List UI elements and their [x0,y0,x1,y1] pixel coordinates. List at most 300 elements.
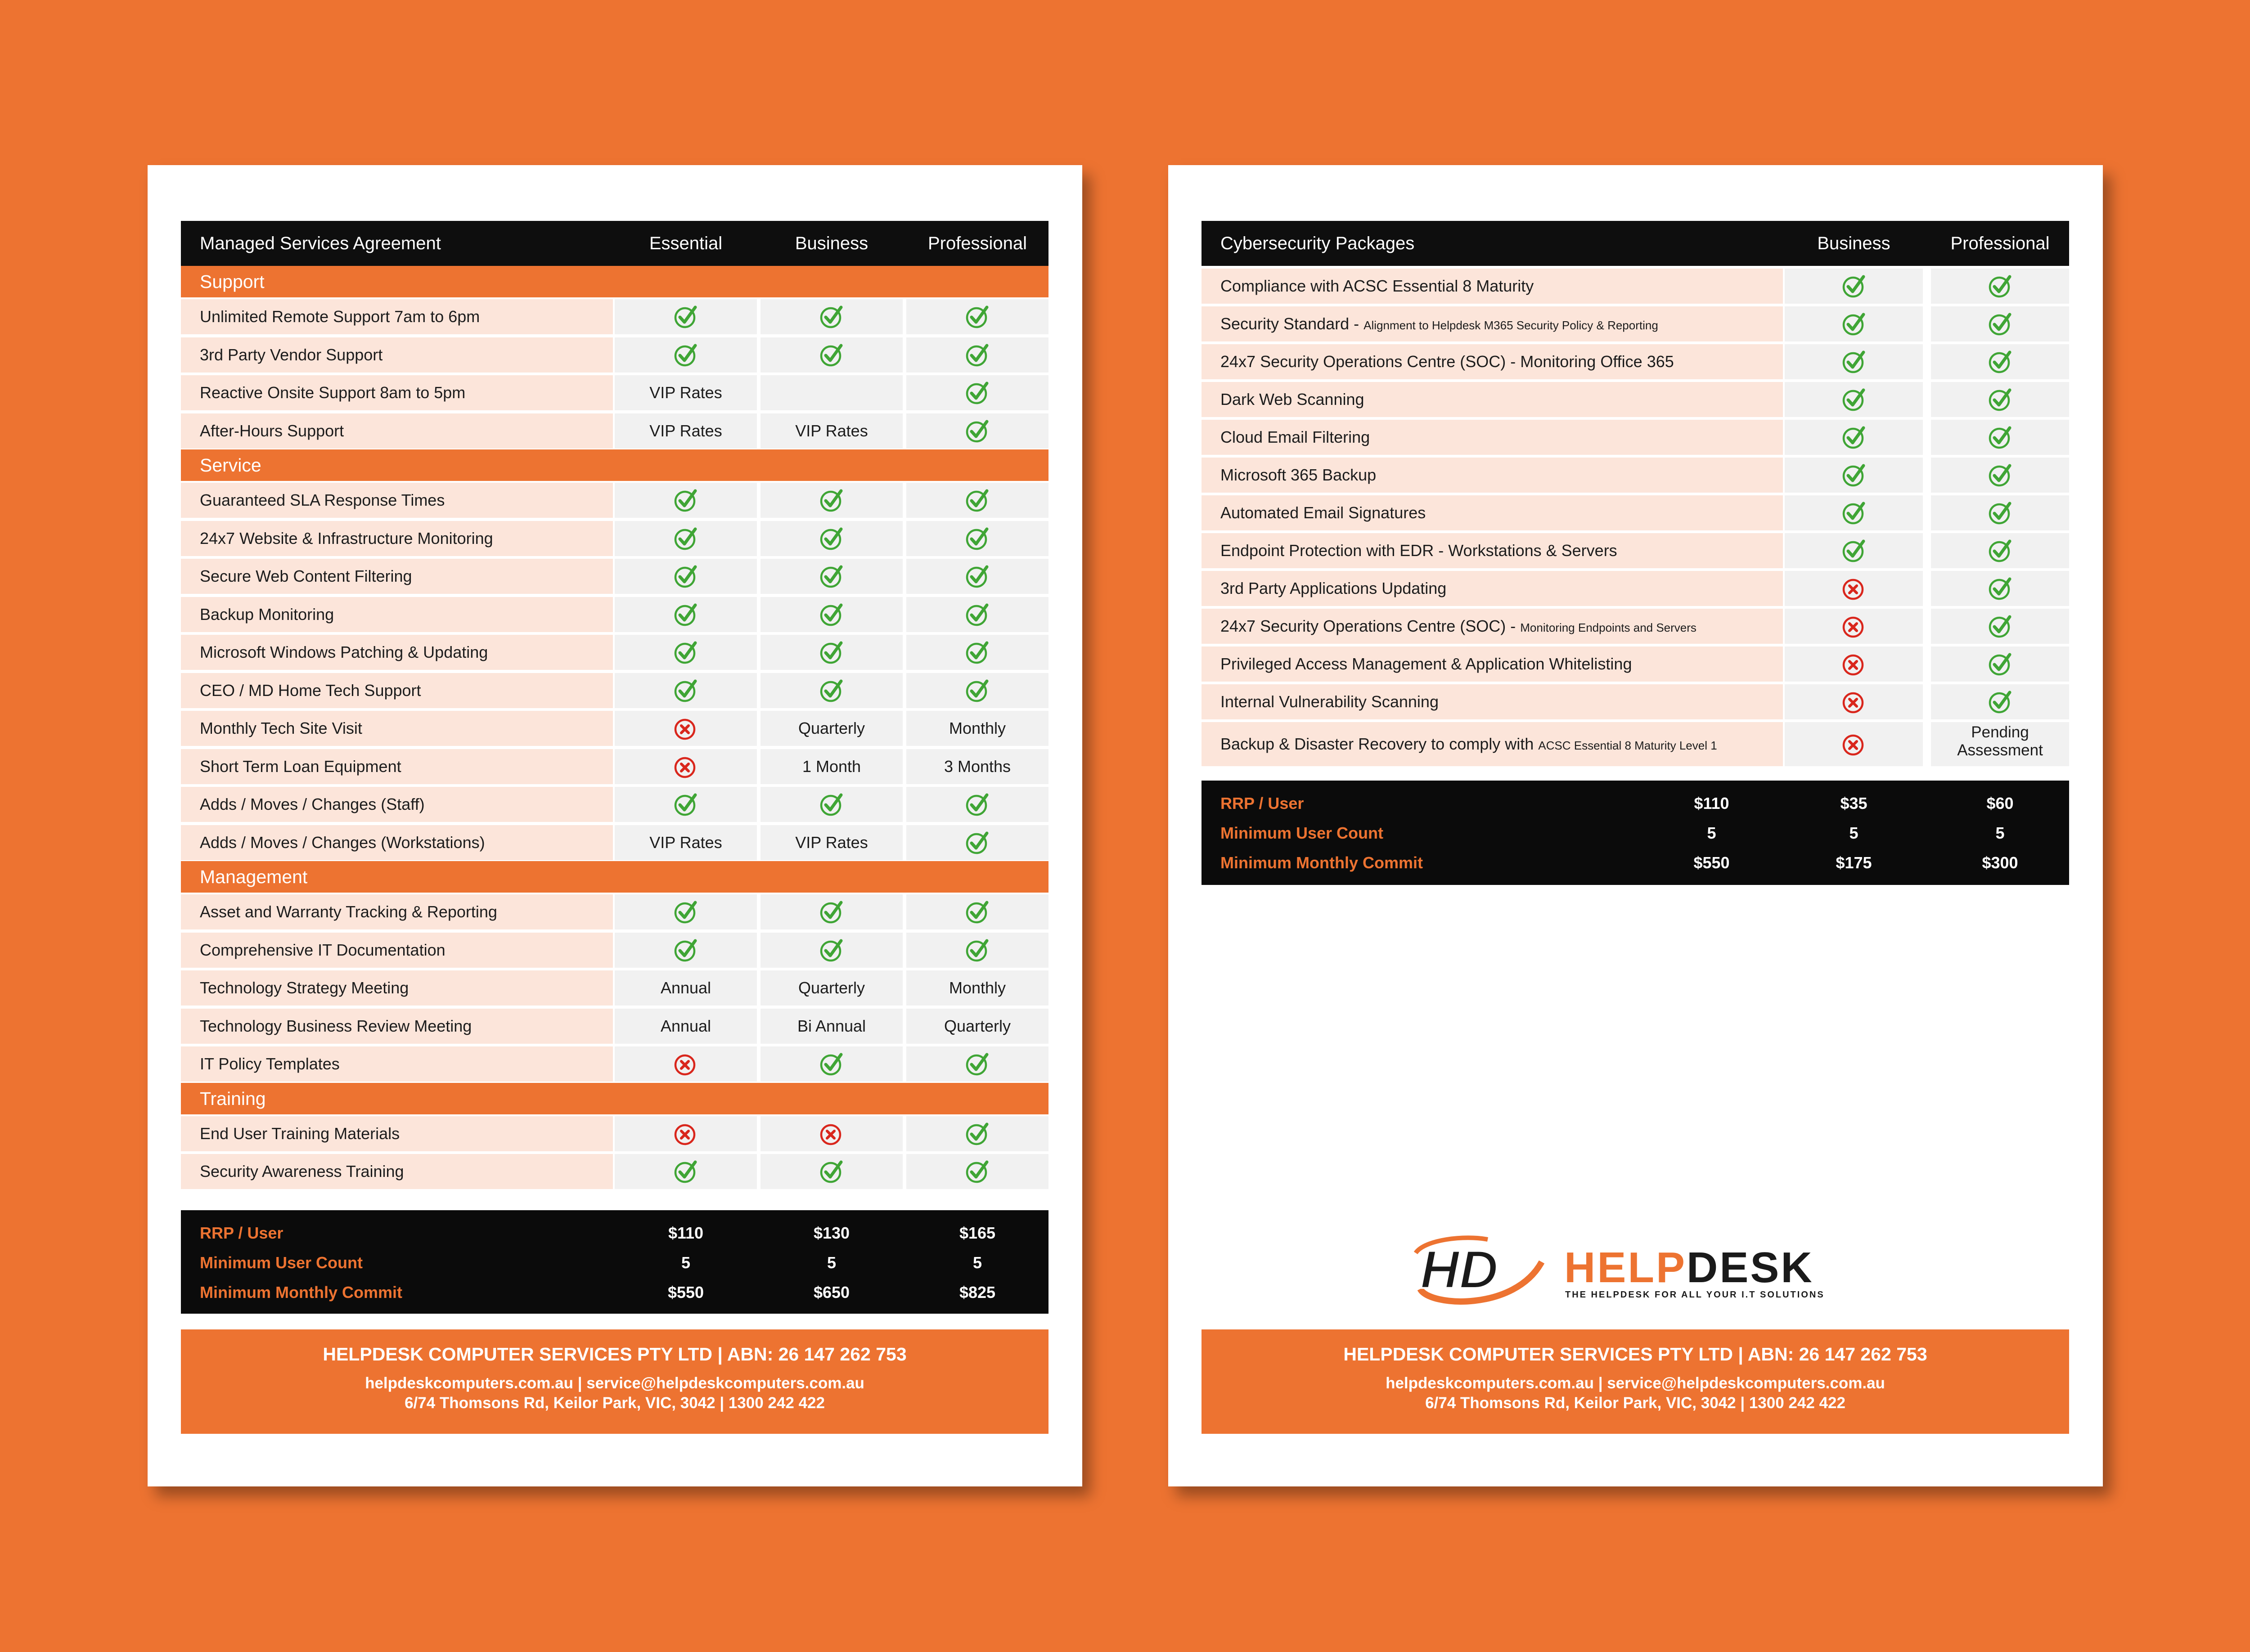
row-value-business [760,1009,903,1044]
cross-icon [674,1052,698,1076]
header-col-professional: Professional [1950,233,2050,253]
row-label [181,933,613,968]
check-icon [674,938,698,962]
footer-contact: helpdeskcomputers.com.au | service@helpdeskcomputers.com.au [1386,1374,1885,1392]
row-value-business [760,787,903,822]
check-icon [819,305,844,329]
check-icon [1988,690,2012,714]
row-label-text [1220,609,1696,645]
check-icon [1842,425,1866,449]
row-value-business [760,894,903,929]
check-icon [1988,614,2012,638]
row-value-essential [615,375,757,410]
row-label [181,1116,613,1151]
row-label [1202,458,1783,493]
totals-label: Minimum User Count [1220,824,1384,842]
totals-value: $175 [1836,853,1872,872]
row-value-essential [615,1154,757,1189]
totals-label: Minimum Monthly Commit [1220,853,1423,872]
row-label-main: Compliance with ACSC Essential 8 Maturity [1220,277,1534,295]
check-icon [1842,463,1866,487]
row-value-professional [906,825,1048,860]
check-icon [819,564,844,588]
row-value-professional [906,894,1048,929]
check-icon [674,1159,698,1184]
cell-value: Annual [660,979,711,997]
footer-company: HELPDESK COMPUTER SERVICES PTY LTD | ABN: 26 147 262 753 [1343,1344,1927,1365]
row-label [1202,533,1783,568]
row-value-business [760,825,903,860]
row-label-text [1220,344,1674,379]
totals-value: $165 [959,1224,996,1242]
footer-address: 6/74 Thomsons Rd, Keilor Park, VIC, 3042 | 1300 242 422 [1425,1394,1845,1412]
row-label-text: 24x7 Website & Infrastructure Monitoring [200,529,493,548]
row-value-business [1785,646,1923,682]
row-value-business [1785,533,1923,568]
check-icon [965,564,990,588]
row-label-main: Backup & Disaster Recovery to comply with [1220,735,1539,753]
row-label-text: 3rd Party Vendor Support [200,345,383,364]
row-label [181,597,613,632]
section-title: Training [200,1088,266,1109]
row-label [181,1046,613,1082]
row-value-business [760,337,903,373]
row-value-professional [1931,420,2069,455]
row-label [181,894,613,929]
hd-logo-icon [1411,1235,1546,1307]
row-value-business [1785,306,1923,341]
row-value-professional [906,787,1048,822]
cell-value: Monthly [949,979,1006,997]
cell-value: VIP Rates [795,833,868,852]
check-icon [819,602,844,627]
row-value-essential [615,1009,757,1044]
row-label-text: Security Awareness Training [200,1162,404,1181]
totals-label: RRP / User [200,1224,284,1242]
check-icon [819,938,844,962]
check-icon [819,488,844,512]
check-icon [819,678,844,703]
row-label [1202,571,1783,606]
left-brochure-page [148,165,1082,1486]
logo-desk: DESK [1687,1243,1814,1292]
totals-value: 5 [1849,824,1858,842]
row-label-text: Technology Strategy Meeting [200,979,409,997]
header-col-business: Business [1817,233,1890,253]
row-value-professional [906,635,1048,670]
row-label-main: Cloud Email Filtering [1220,428,1370,446]
row-value-business [760,521,903,556]
row-value-business [1785,382,1923,417]
row-value-professional [906,559,1048,594]
row-value-essential [615,559,757,594]
check-icon [819,1052,844,1076]
row-value-professional [1931,722,2069,766]
totals-label: Minimum Monthly Commit [200,1283,402,1302]
check-icon [965,792,990,817]
row-label-text [1220,495,1426,530]
row-value-professional [906,1116,1048,1151]
row-label [181,413,613,449]
section-title: Service [200,455,261,476]
check-icon [674,526,698,551]
row-label-main: Endpoint Protection with EDR - Workstations & Servers [1220,541,1617,560]
cell-value: VIP Rates [795,421,868,440]
row-label [181,635,613,670]
check-icon [1988,576,2012,601]
check-icon [674,792,698,817]
check-icon [1988,350,2012,374]
cross-icon [1842,576,1866,601]
row-label-text: Reactive Onsite Support 8am to 5pm [200,383,466,402]
check-icon [819,1159,844,1184]
row-label [1202,306,1783,341]
check-icon [674,640,698,664]
row-label [181,673,613,708]
totals-value: $110 [668,1224,704,1242]
row-label [1202,420,1783,455]
check-icon [674,602,698,627]
row-value-business [760,559,903,594]
check-icon [965,678,990,703]
totals-value: $550 [1693,853,1730,872]
row-label-text: Guaranteed SLA Response Times [200,491,445,509]
check-icon [965,381,990,405]
cell-value: Annual [660,1016,711,1035]
row-label-text: Unlimited Remote Support 7am to 6pm [200,307,480,326]
right-footer [1202,1329,2069,1434]
cross-icon [674,716,698,741]
row-value-business [1785,571,1923,606]
row-value-business [1785,684,1923,719]
check-icon [819,640,844,664]
row-value-professional [906,521,1048,556]
check-icon [965,1159,990,1184]
totals-value: 5 [1995,824,2005,842]
row-label-text: Microsoft Windows Patching & Updating [200,643,488,661]
row-label [1202,609,1783,644]
check-icon [1842,312,1866,336]
row-value-professional [1931,458,2069,493]
row-value-business [760,1154,903,1189]
row-value-essential [615,413,757,449]
row-label-text [1220,420,1370,455]
row-value-business [1785,495,1923,530]
section-service [181,449,1048,481]
row-value-professional [906,749,1048,784]
cross-icon [674,754,698,779]
row-label [1202,269,1783,304]
check-icon [965,343,990,367]
row-label [181,299,613,334]
row-label-text: CEO / MD Home Tech Support [200,681,421,700]
row-label-text [1220,269,1534,304]
check-icon [819,526,844,551]
row-label-text: Asset and Warranty Tracking & Reporting [200,902,497,921]
row-label-text: Technology Business Review Meeting [200,1016,472,1035]
row-value-professional [906,970,1048,1006]
row-value-business [760,1046,903,1082]
row-value-professional [906,933,1048,968]
check-icon [965,938,990,962]
row-label [181,1154,613,1189]
row-value-business [1785,722,1923,766]
row-value-business [760,413,903,449]
totals-value: $35 [1840,794,1868,813]
section-title: Support [200,271,265,292]
row-value-essential [615,299,757,334]
row-value-professional [906,1009,1048,1044]
header-title: Managed Services Agreement [200,233,441,253]
row-value-business [1785,420,1923,455]
row-label-main: Microsoft 365 Backup [1220,466,1377,484]
row-label [1202,722,1783,766]
left-footer [181,1329,1048,1434]
totals-label: Minimum User Count [200,1253,363,1272]
row-value-business [760,597,903,632]
cross-icon [1842,614,1866,638]
row-value-professional [906,299,1048,334]
row-value-professional [1931,533,2069,568]
row-value-professional [1931,609,2069,644]
row-label-text: Secure Web Content Filtering [200,567,412,585]
row-label-text [1220,533,1617,568]
cell-value: 1 Month [802,757,861,776]
row-label [181,375,613,410]
row-value-professional [906,673,1048,708]
cell-value: VIP Rates [649,383,722,402]
row-value-essential [615,711,757,746]
row-label-text [1220,458,1376,493]
check-icon [965,602,990,627]
row-label-text [1220,646,1632,682]
check-icon [965,305,990,329]
footer-contact: helpdeskcomputers.com.au | service@helpdeskcomputers.com.au [365,1374,864,1392]
row-label-main: 24x7 Security Operations Centre (SOC) - Monitoring Office 365 [1220,352,1674,371]
totals-row [181,1218,1048,1248]
totals-value: 5 [827,1253,837,1272]
cell-value: VIP Rates [649,421,722,440]
row-label [1202,646,1783,682]
row-label [181,521,613,556]
row-label-main: Security Standard - [1220,314,1364,333]
row-value-business [1785,609,1923,644]
cell-value: Monthly [949,719,1006,737]
check-icon [1988,312,2012,336]
row-label-text [1220,684,1439,719]
row-value-business [760,673,903,708]
row-label-text: IT Policy Templates [200,1055,340,1073]
totals-value: $650 [813,1283,850,1302]
row-label-note: Alignment to Helpdesk M365 Security Policy & Reporting [1364,319,1658,332]
row-label-text: After-Hours Support [200,421,344,440]
row-value-essential [615,825,757,860]
row-value-business [760,1116,903,1151]
row-label-main: Dark Web Scanning [1220,390,1364,409]
row-value-essential [615,1116,757,1151]
row-label-text: Short Term Loan Equipment [200,757,401,776]
row-value-essential [615,1046,757,1082]
row-value-essential [615,521,757,556]
check-icon [1842,350,1866,374]
row-label-main: 24x7 Security Operations Centre (SOC) - [1220,617,1521,635]
cell-value: Quarterly [798,719,865,737]
row-label-note: Monitoring Endpoints and Servers [1520,621,1696,634]
cross-icon [1842,690,1866,714]
row-value-professional [1931,684,2069,719]
section-title: Management [200,866,308,887]
check-icon [965,488,990,512]
row-value-professional [906,483,1048,518]
row-value-professional [906,337,1048,373]
check-icon [1988,539,2012,563]
pricing-totals [1202,781,2069,885]
check-icon [674,564,698,588]
check-icon [965,1052,990,1076]
row-label [181,337,613,373]
footer-company: HELPDESK COMPUTER SERVICES PTY LTD | ABN: 26 147 262 753 [323,1344,907,1365]
cross-icon [1842,652,1866,676]
row-value-essential [615,970,757,1006]
cross-icon [674,1122,698,1146]
row-label-main: 3rd Party Applications Updating [1220,579,1447,597]
check-icon [1988,652,2012,676]
row-value-essential [615,749,757,784]
check-icon [674,488,698,512]
row-value-professional [906,597,1048,632]
cell-value: 3 Months [944,757,1011,776]
row-label [181,1009,613,1044]
totals-value: 5 [972,1253,982,1272]
row-value-professional [1931,344,2069,379]
cell-value: Quarterly [798,979,865,997]
row-label [1202,382,1783,417]
cross-icon [819,1122,844,1146]
check-icon [1988,463,2012,487]
row-value-business [1785,458,1923,493]
row-value-business [1785,269,1923,304]
totals-label: RRP / User [1220,794,1304,813]
totals-row [1202,789,2069,818]
check-icon [965,526,990,551]
row-value-essential [615,894,757,929]
right-brochure-page [1168,165,2103,1486]
row-label-text: Backup Monitoring [200,605,334,624]
row-value-essential [615,787,757,822]
row-label-text: Adds / Moves / Changes (Staff) [200,795,425,813]
totals-value: $825 [959,1283,996,1302]
row-value-professional [906,1154,1048,1189]
row-label-main: Privileged Access Management & Application Whitelisting [1220,655,1632,673]
row-value-essential [615,635,757,670]
row-value-professional [906,711,1048,746]
logo-wordmark [1564,1243,1814,1293]
logo-tagline: THE HELPDESK FOR ALL YOUR I.T SOLUTIONS [1565,1290,1825,1300]
check-icon [1842,539,1866,563]
cross-icon [1842,732,1866,756]
check-icon [1988,425,2012,449]
check-icon [1842,501,1866,525]
row-label-text: Monthly Tech Site Visit [200,719,362,737]
check-icon [1988,501,2012,525]
row-value-essential [615,483,757,518]
row-label-text [1220,306,1658,343]
row-label [181,825,613,860]
row-value-business [760,749,903,784]
row-label [181,787,613,822]
row-value-business [760,299,903,334]
row-value-business [760,635,903,670]
pricing-totals [181,1210,1048,1314]
totals-value: $130 [813,1224,850,1242]
header-col-business: Business [795,233,868,253]
section-training [181,1083,1048,1114]
totals-value: $110 [1694,794,1729,813]
row-label-main: Automated Email Signatures [1220,503,1426,522]
row-value-professional [1931,646,2069,682]
row-label-text: End User Training Materials [200,1124,400,1143]
check-icon [965,419,990,443]
row-label [181,749,613,784]
row-value-professional [1931,571,2069,606]
row-value-essential [615,673,757,708]
cell-value: Bi Annual [797,1016,866,1035]
check-icon [1842,387,1866,412]
check-icon [1988,274,2012,298]
row-label-text: Comprehensive IT Documentation [200,940,446,959]
row-value-business [760,933,903,968]
row-value-professional [1931,382,2069,417]
row-label [1202,495,1783,530]
check-icon [819,792,844,817]
row-value-professional [906,1046,1048,1082]
row-label [1202,344,1783,379]
header-col-professional: Professional [927,233,1027,253]
row-value-essential [615,933,757,968]
table-header [181,221,1048,266]
check-icon [674,305,698,329]
row-label-text [1220,722,1717,768]
check-icon [1842,274,1866,298]
check-icon [674,900,698,924]
check-icon [965,900,990,924]
totals-row [181,1278,1048,1307]
row-value-professional [1931,495,2069,530]
row-value-essential [615,337,757,373]
totals-row [1202,848,2069,878]
check-icon [819,900,844,924]
header-title: Cybersecurity Packages [1220,233,1415,253]
check-icon [674,678,698,703]
table-header [1202,221,2069,266]
cell-value: Assessment [1957,741,2043,759]
row-value-professional [906,413,1048,449]
section-support [181,266,1048,297]
row-value-essential [615,597,757,632]
row-value-business [760,375,903,410]
totals-row [1202,818,2069,848]
check-icon [965,830,990,855]
row-label [181,711,613,746]
row-value-business [760,970,903,1006]
totals-value: $300 [1982,853,2018,872]
logo-help: HELP [1564,1243,1687,1292]
row-label [181,559,613,594]
row-label [1202,684,1783,719]
row-value-business [1785,344,1923,379]
row-label-main: Internal Vulnerability Scanning [1220,692,1439,711]
row-label-note: ACSC Essential 8 Maturity Level 1 [1538,739,1717,752]
